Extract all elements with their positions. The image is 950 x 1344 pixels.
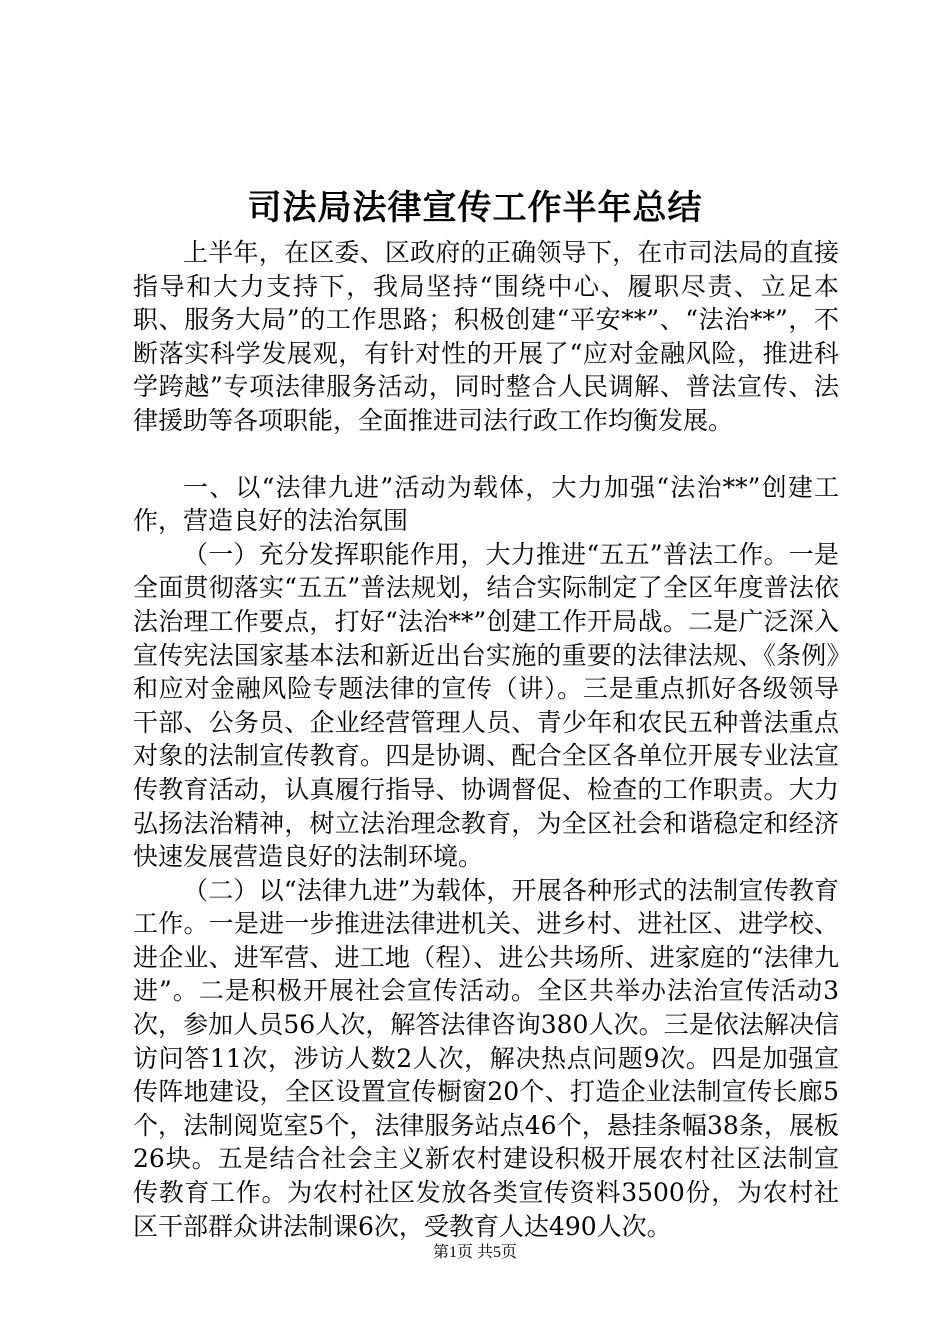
document-body <box>133 236 839 1243</box>
section-heading-1: 一、以“法律九进”活动为载体，大力加强“法治**”创建工作，营造良好的法治氛围 <box>133 472 840 536</box>
document-title: 司法局法律宣传工作半年总结 <box>247 188 703 228</box>
page-number-footer: 第1页 共5页 <box>432 1244 517 1261</box>
subsection-paragraph-2: （二）以“法律九进”为载体，开展各种形式的法制宣传教育工作。一是进一步推进法律进机关、进乡村、进社区、进学校、进企业、进军营、进工地（程）、进公共场所、进家庭的“法律九进”。二是积极开展社会宣传活动。全区共举办法治宣传活动3次，参加人员56人次，解答法律咨询380人次。三是依法解决信访问答11次，涉访人数2人次，解决热点问题9次。四是加强宣传阵地建设，全区设置宣传橱窗20个、打造企业法制宣传长廊5个，法制阅览室5个，法律服务站点46个，悬挂条幅38条，展板26块。五是结合社会主义新农村建设积极开展农村社区法制宣传教育工作。为农村社区发放各类宣传资料3500份，为农村社区干部群众讲法制课6次，受教育人达490人次。 <box>133 875 839 1241</box>
subsection-paragraph-1: （一）充分发挥职能作用，大力推进“五五”普法工作。一是全面贯彻落实“五五”普法规划，结合实际制定了全区年度普法依法治理工作要点，打好“法治**”创建工作开局战。二是广泛深入宣传宪法国家基本法和新近出台实施的重要的法律法规、《条例》和应对金融风险专题法律的宣传（讲）。三是重点抓好各级领导干部、公务员、企业经营管理人员、青少年和农民五种普法重点对象的法制宣传教育。四是协调、配合全区各单位开展专业法宣传教育活动，认真履行指导、协调督促、检查的工作职责。大力弘扬法治精神，树立法治理念教育，为全区社会和谐稳定和经济快速发展营造良好的法制环境。 <box>133 539 839 872</box>
intro-paragraph: 上半年，在区委、区政府的正确领导下，在市司法局的直接指导和大力支持下，我局坚持“围绕中心、履职尽责、立足本职、服务大局”的工作思路；积极创建“平安**”、“法治**”，不断落实科学发展观，有针对性的开展了“应对金融风险，推进科学跨越”专项法律服务活动，同时整合人民调解、普法宣传、法律援助等各项职能，全面推进司法行政工作均衡发展。 <box>133 238 839 435</box>
